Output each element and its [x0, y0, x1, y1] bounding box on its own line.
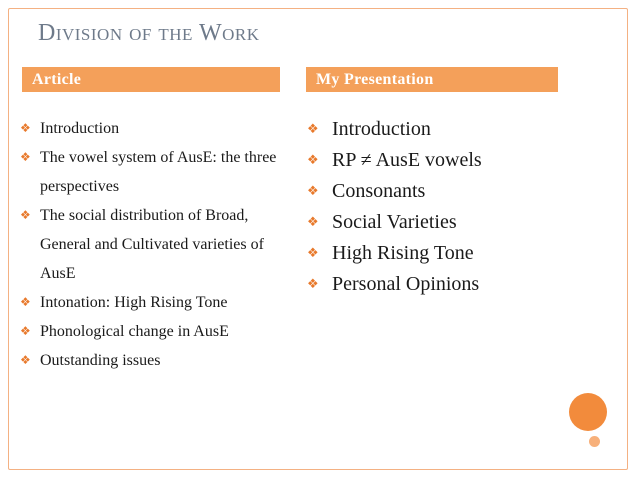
bullet-icon: ❖: [307, 215, 319, 230]
list-item-label: Social Varieties: [332, 211, 457, 233]
bullet-icon: ❖: [20, 150, 31, 164]
bullet-icon: ❖: [307, 246, 319, 261]
list-item: [307, 269, 587, 300]
list-item: [307, 145, 587, 176]
list-item-label: Personal Opinions: [332, 273, 480, 295]
list-item: [307, 114, 587, 145]
list-item: [20, 143, 290, 201]
bullet-icon: ❖: [20, 208, 31, 222]
list-item-label: Introduction: [332, 118, 431, 140]
list-item-label: Intonation: High Rising Tone: [40, 294, 228, 311]
list-item: [20, 317, 290, 346]
article-column-header: Article: [22, 67, 280, 92]
list-item-label: Phonological change in AusE: [40, 323, 229, 340]
bullet-icon: ❖: [307, 184, 319, 199]
article-list: [20, 114, 290, 375]
list-item: [20, 114, 290, 143]
decorative-circle-large: [569, 393, 607, 431]
list-item: [20, 346, 290, 375]
list-item-label: Outstanding issues: [40, 352, 161, 369]
list-item-label: Consonants: [332, 180, 426, 202]
list-item: [307, 207, 587, 238]
bullet-icon: ❖: [307, 277, 319, 292]
bullet-icon: ❖: [20, 121, 31, 135]
list-item: [20, 201, 290, 288]
bullet-icon: ❖: [20, 295, 31, 309]
presentation-column-header: My Presentation: [306, 67, 558, 92]
list-item-label: RP ≠ AusE vowels: [332, 149, 482, 171]
bullet-icon: ❖: [307, 153, 319, 168]
list-item: [20, 288, 290, 317]
slide-title: Division of the Work: [38, 20, 260, 46]
list-item: [307, 176, 587, 207]
bullet-icon: ❖: [20, 353, 31, 367]
list-item-label: The social distribution of Broad, General and Cultivated varieties of AusE: [40, 207, 264, 282]
list-item: [307, 238, 587, 269]
list-item-label: High Rising Tone: [332, 242, 474, 264]
bullet-icon: ❖: [20, 324, 31, 338]
bullet-icon: ❖: [307, 122, 319, 137]
presentation-list: [307, 114, 587, 300]
list-item-label: The vowel system of AusE: the three perspectives: [40, 149, 277, 195]
list-item-label: Introduction: [40, 120, 120, 137]
decorative-circle-small: [589, 436, 600, 447]
